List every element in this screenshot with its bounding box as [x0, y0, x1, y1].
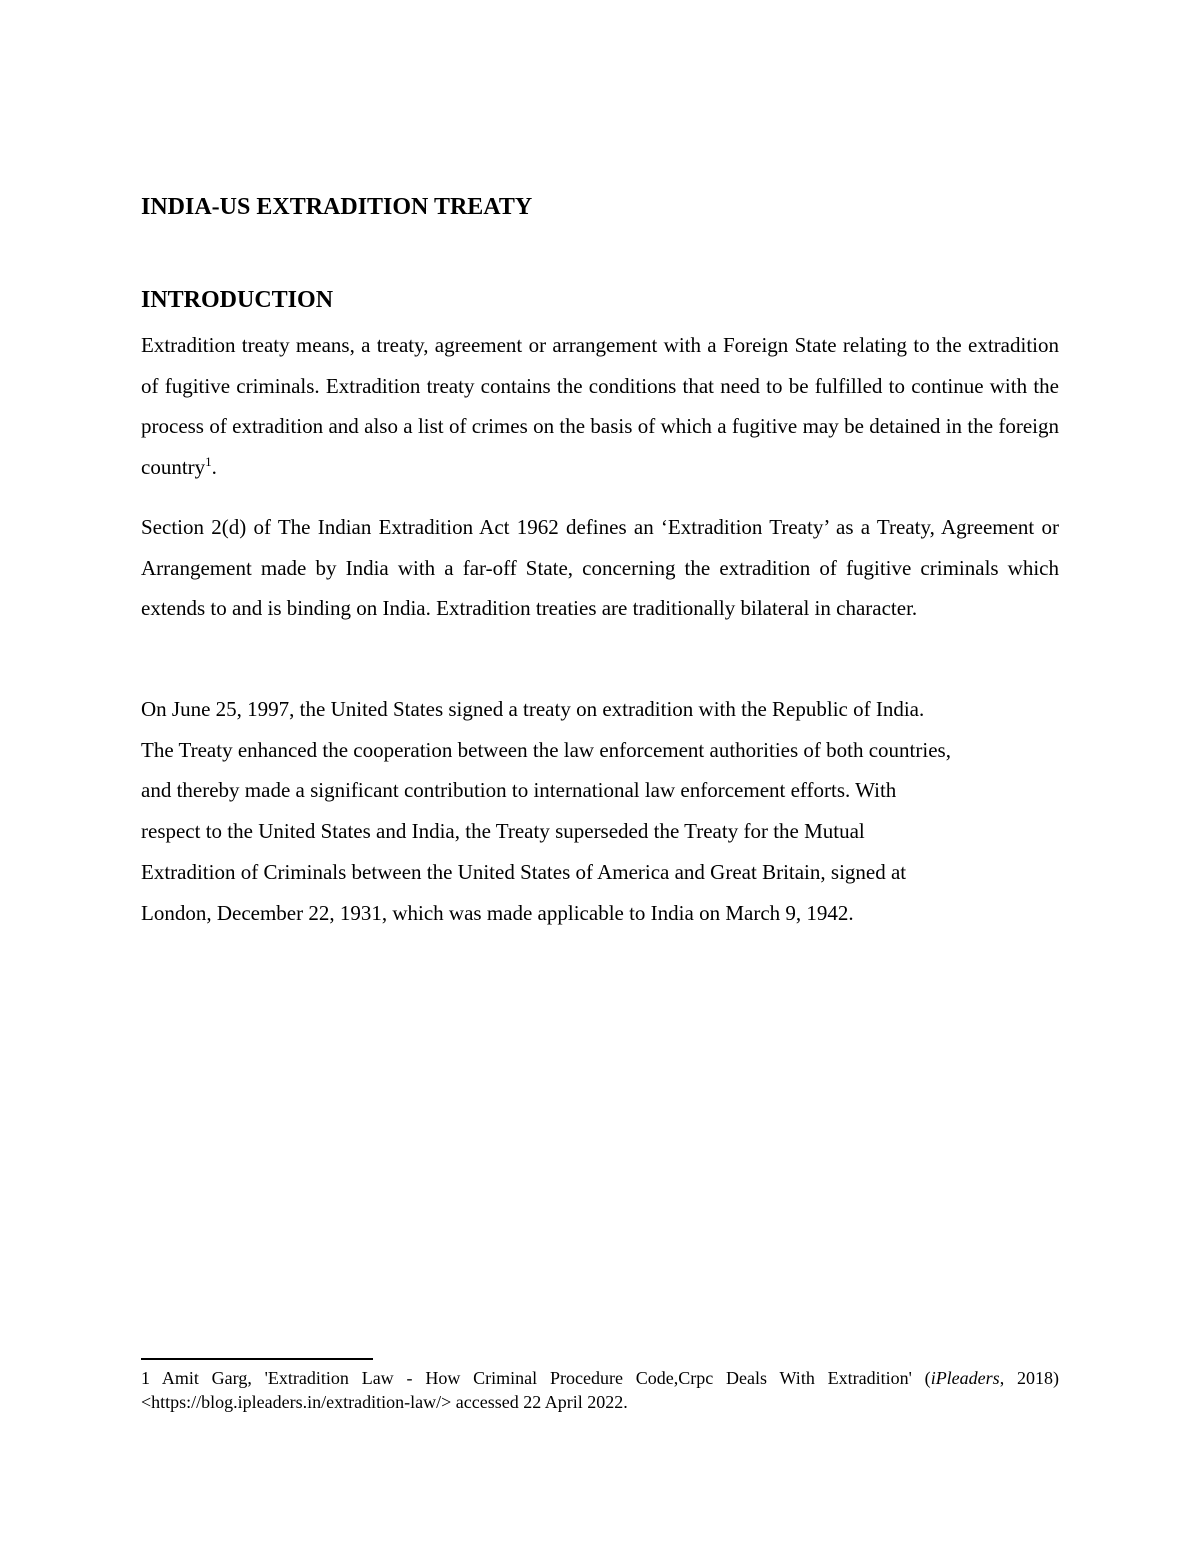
paragraph-definition-text: Extradition treaty means, a treaty, agreement or arrangement with a Foreign State relating to the extradition of fugitive criminals. Extradition treaty contains the conditions that need to be fulfilled to continue with the process of extradition and also a list of crimes on the basis of which a fugitive may be detained in the foreign country [141, 333, 1059, 480]
paragraph-line: and thereby made a significant contribution to international law enforcement efforts. With [141, 778, 897, 803]
footnote-number: 1 [141, 1368, 150, 1388]
section-heading-introduction: INTRODUCTION [141, 287, 334, 313]
footnote-publication: iPleaders [930, 1368, 1000, 1388]
paragraph-line: The Treaty enhanced the cooperation between the law enforcement authorities of both countries, [141, 737, 951, 762]
footnote-text: Amit Garg, 'Extradition Law - How Criminal Procedure Code,Crpc Deals With Extradition' ( [161, 1368, 931, 1388]
paragraph-line: On June 25, 1997, the United States signed a treaty on extradition with the Republic of India. [141, 697, 925, 721]
paragraph-line: Extradition of Criminals between the United States of America and Great Britain, signed at [141, 859, 907, 884]
paragraph-line: London, December 22, 1931, which was made applicable to India on March 9, 1942. [141, 900, 854, 925]
paragraph-treaty-history [141, 689, 1059, 933]
footnote-text-end[interactable]: , 2018) <https://blog.ipleaders.in/extradition-law/> accessed 22 April 2022. [141, 1368, 1060, 1412]
paragraph-definition-end: . [211, 455, 217, 480]
paragraph-definition [141, 325, 1059, 488]
paragraph-section-2d: Section 2(d) of The Indian Extradition Act 1962 defines an ‘Extradition Treaty’ as a Treaty, Agreement or Arrangement made by India with a far-off State, concerning the extradition of fugitive criminals which extends to and is binding on India. Extradition treaties are traditionally bilateral in character. [141, 515, 1059, 621]
document-title: INDIA-US EXTRADITION TREATY [141, 194, 533, 220]
footnote [141, 1367, 1059, 1414]
footnote-separator [141, 1358, 373, 1360]
footnote-reference[interactable]: 1 [205, 454, 212, 470]
paragraph-line: respect to the United States and India, the Treaty superseded the Treaty for the Mutual [141, 819, 865, 844]
